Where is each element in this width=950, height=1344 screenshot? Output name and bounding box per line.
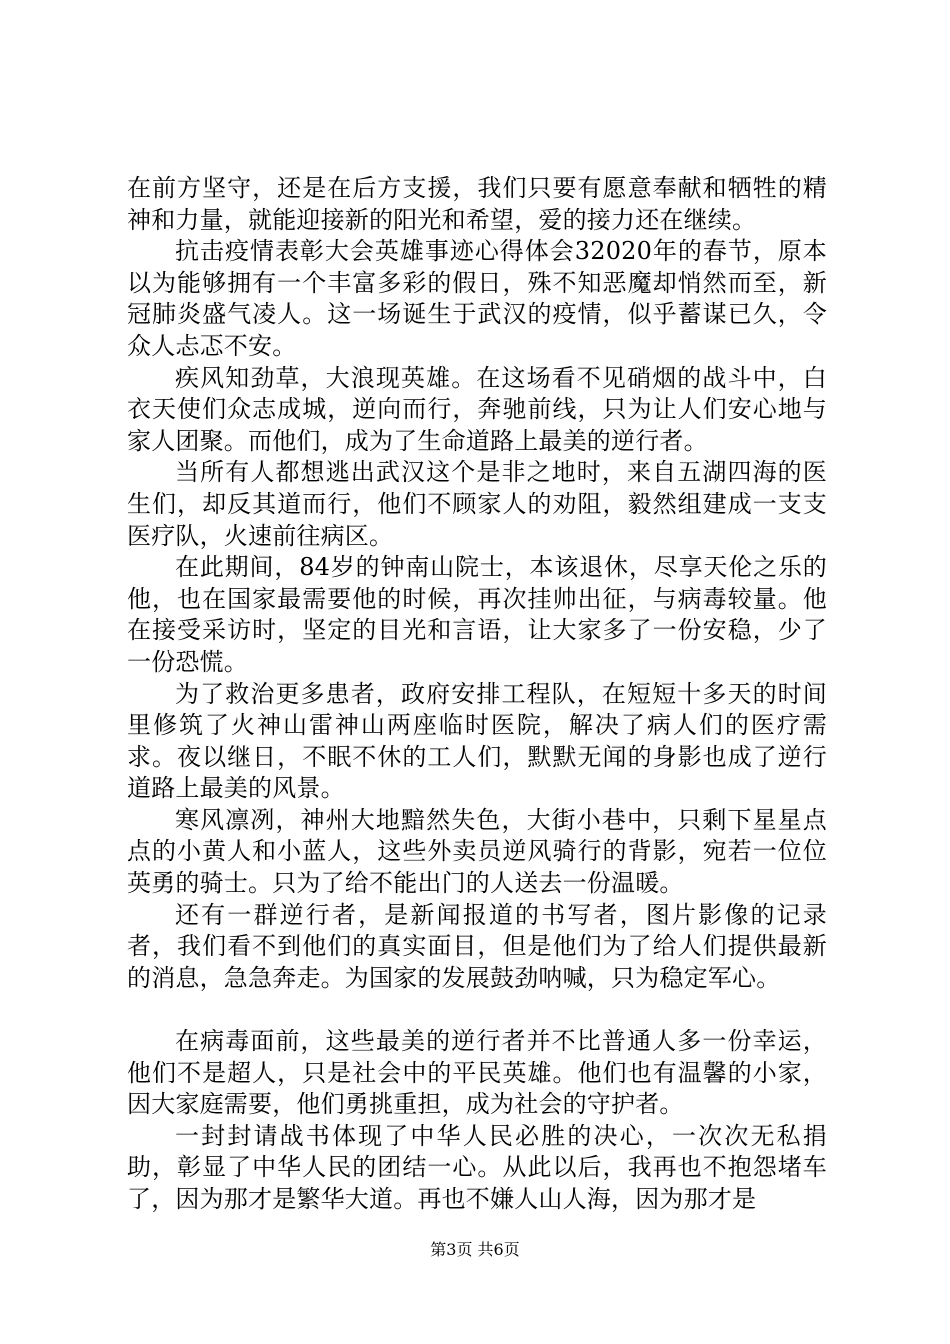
paragraph-2: 抗击疫情表彰大会英雄事迹心得体会32020年的春节，原本以为能够拥有一个丰富多彩的假日，殊不知恶魔却悄然而至，新冠肺炎盛气凌人。这一场诞生于武汉的疫情，似乎蓄谋已久，令众人忐忑不安。 <box>127 237 827 360</box>
paragraph-1: 在前方坚守，还是在后方支援，我们只要有愿意奉献和牺牲的精神和力量，就能迎接新的阳光和希望，爱的接力还在继续。 <box>127 174 827 234</box>
paragraph-5: 在此期间，84岁的钟南山院士，本该退休，尽享天伦之乐的他，也在国家最需要他的时候，再次挂帅出征，与病毒较量。他在接受采访时，坚定的目光和言语，让大家多了一份安稳，少了一份恐慌。 <box>127 553 827 676</box>
page-footer <box>0 1240 950 1260</box>
paragraph-7: 寒风凛冽，神州大地黯然失色，大街小巷中，只剩下星星点点的小黄人和小蓝人，这些外卖员逆风骑行的背影，宛若一位位英勇的骑士。只为了给不能出门的人送去一份温暖。 <box>127 805 827 898</box>
paragraph-8: 还有一群逆行者，是新闻报道的书写者，图片影像的记录者，我们看不到他们的真实面目，但是他们为了给人们提供最新的消息，急急奔走。为国家的发展鼓劲呐喊，只为稳定军心。 <box>127 900 827 992</box>
page-number-label: 第3页 共6页 <box>430 1240 520 1259</box>
paragraph-10: 一封封请战书体现了中华人民必胜的决心，一次次无私捐助，彰显了中华人民的团结一心。从此以后，我再也不抱怨堵车了，因为那才是繁华大道。再也不嫌人山人海，因为那才是 <box>127 1121 827 1213</box>
paragraph-9: 在病毒面前，这些最美的逆行者并不比普通人多一份幸运，他们不是超人，只是社会中的平民英雄。他们也有温馨的小家，因大家庭需要，他们勇挑重担，成为社会的守护者。 <box>127 1027 827 1119</box>
paragraph-3: 疾风知劲草，大浪现英雄。在这场看不见硝烟的战斗中，白衣天使们众志成城，逆向而行，奔驰前线，只为让人们安心地与家人团聚。而他们，成为了生命道路上最美的逆行者。 <box>127 363 827 455</box>
document-body <box>127 173 827 1216</box>
paragraph-6: 为了救治更多患者，政府安排工程队，在短短十多天的时间里修筑了火神山雷神山两座临时医院，解决了病人们的医疗需求。夜以继日，不眠不休的工人们，默默无闻的身影也成了逆行道路上最美的风景。 <box>127 679 827 803</box>
paragraph-4: 当所有人都想逃出武汉这个是非之地时，来自五湖四海的医生们，却反其道而行，他们不顾家人的劝阻，毅然组建成一支支医疗队，火速前往病区。 <box>127 458 827 550</box>
